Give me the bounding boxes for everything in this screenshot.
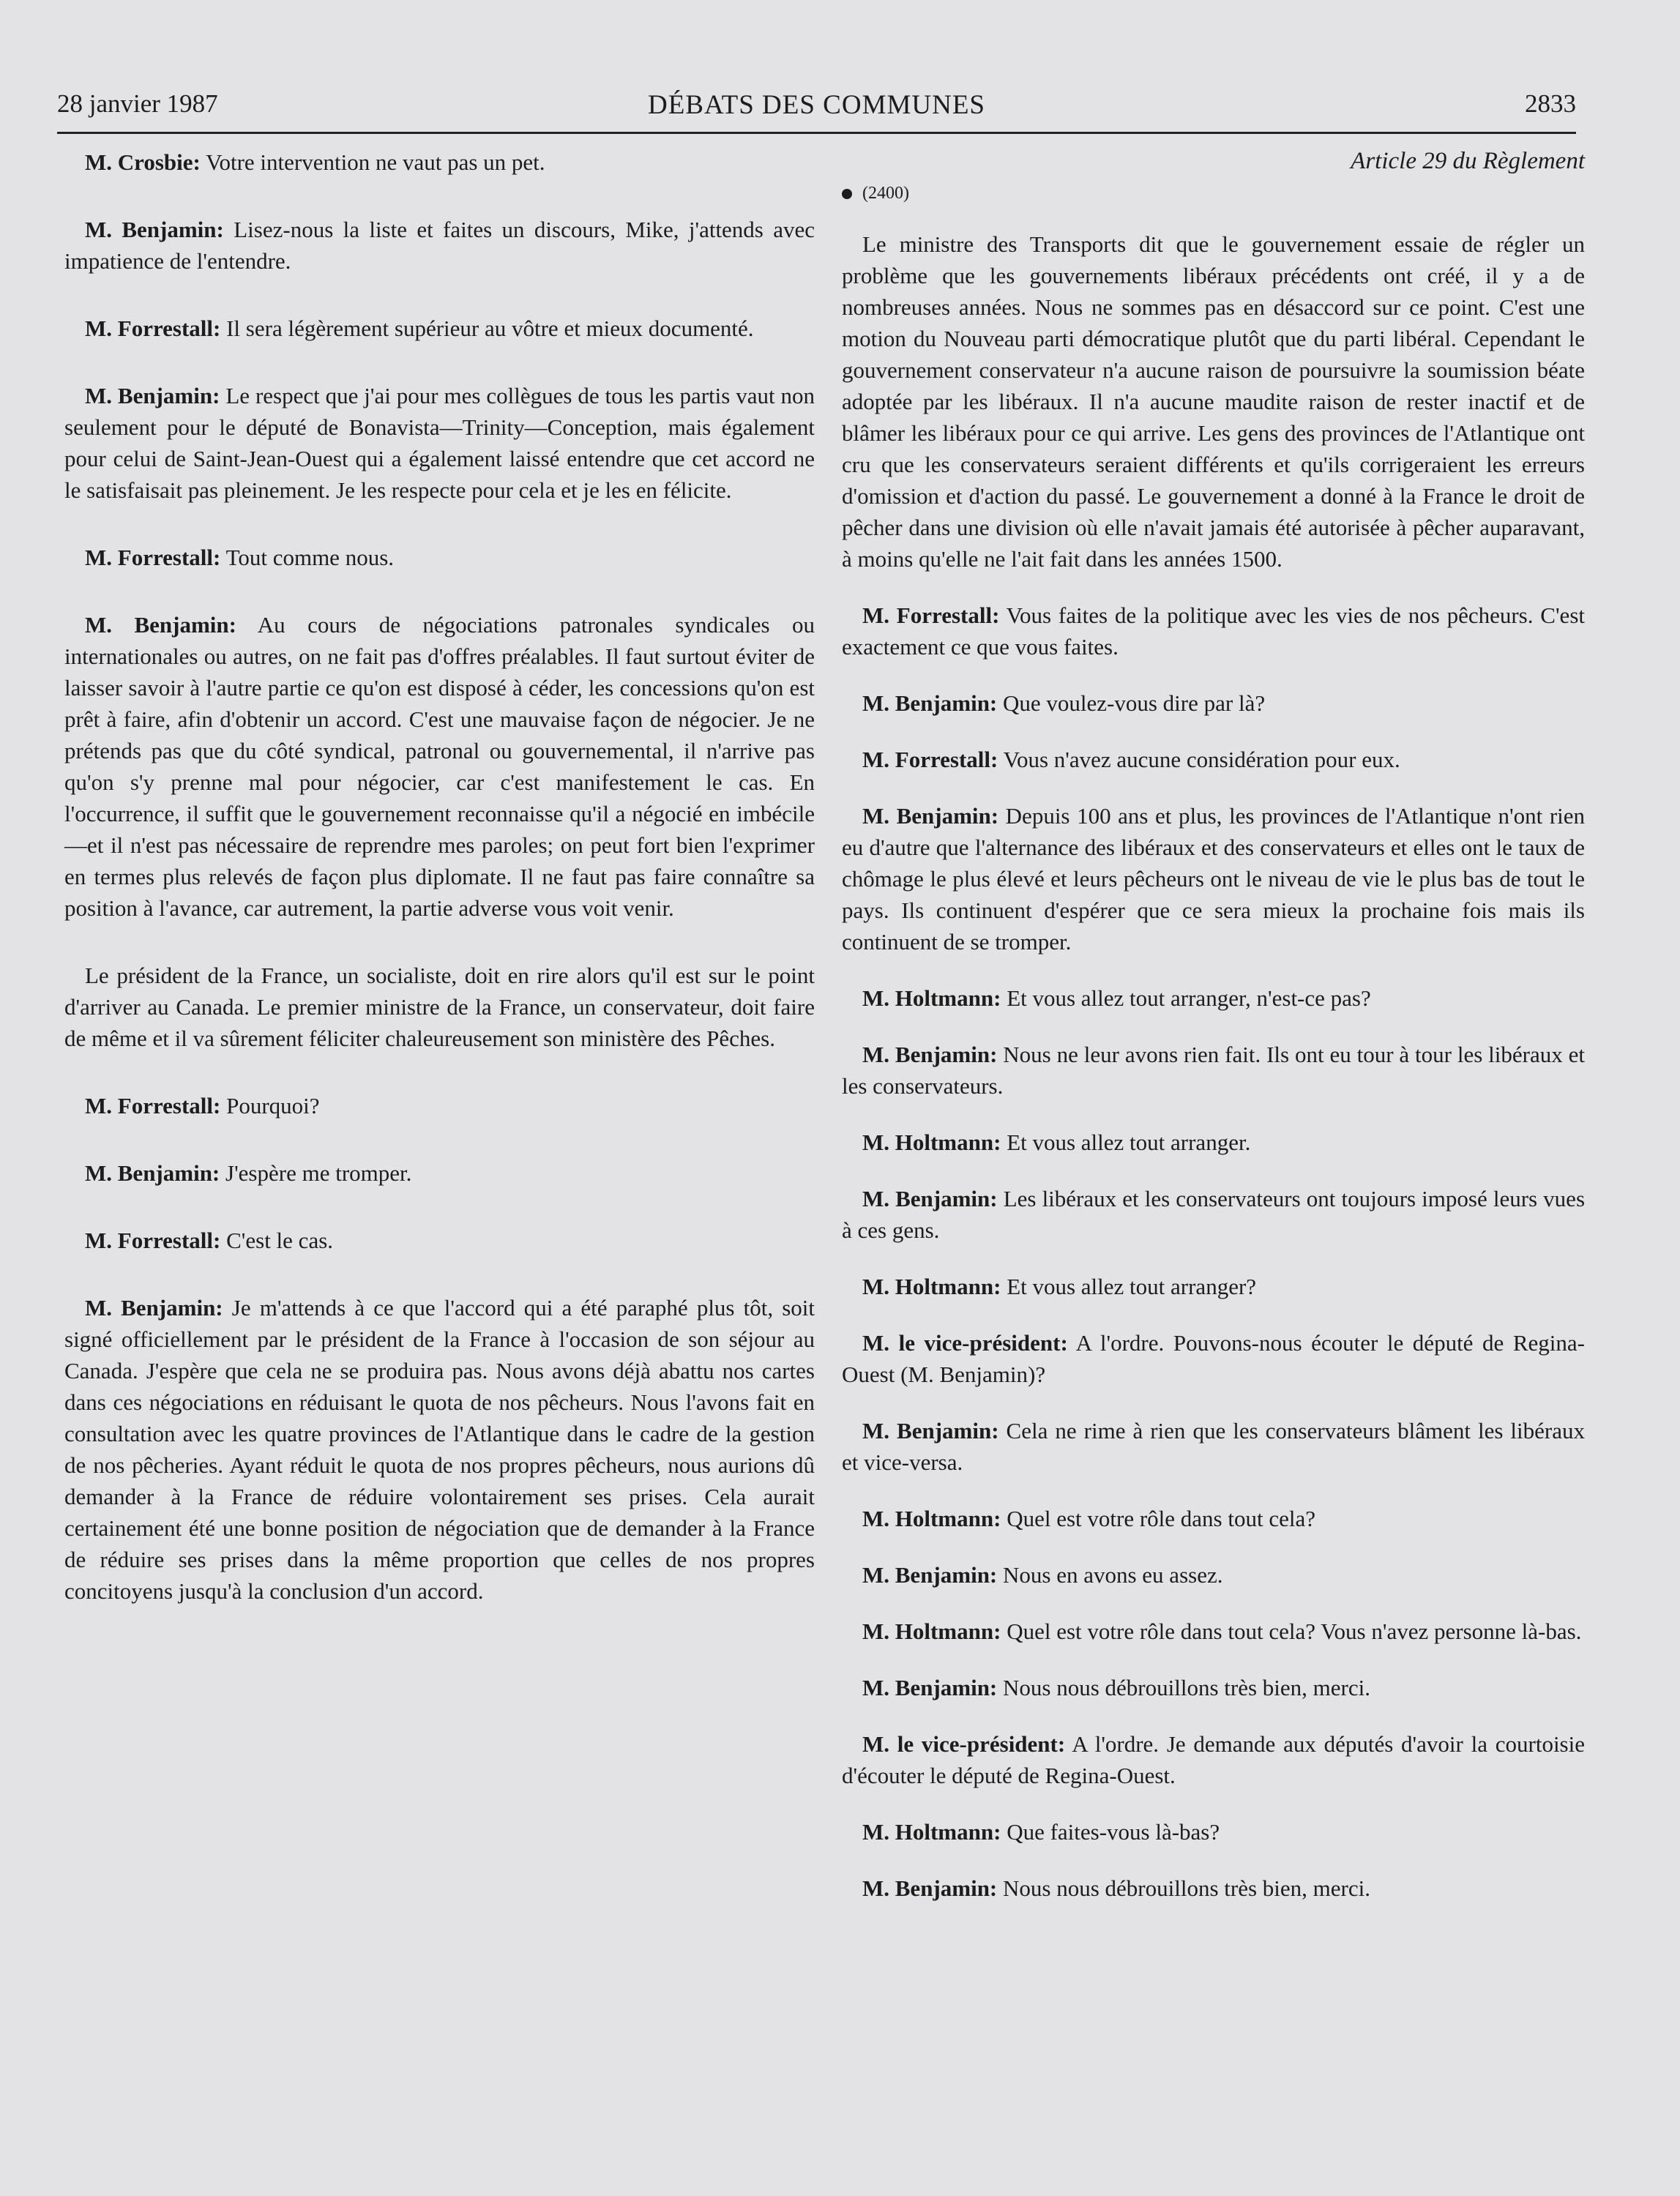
speech-text: Nous nous débrouillons très bien, merci. [1003, 1875, 1370, 1901]
speech-text: Il sera légèrement supérieur au vôtre et mieux documenté. [226, 315, 754, 341]
speaker-name: M. Holtmann: [862, 1129, 1001, 1155]
speech-paragraph [64, 1292, 815, 1607]
speaker-name: M. Benjamin: [862, 1186, 998, 1211]
section-rubric: Article 29 du Règlement [1351, 148, 1585, 174]
speaker-name: M. Benjamin: [862, 1675, 998, 1700]
speaker-name: M. Holtmann: [862, 1819, 1001, 1845]
speech-text: Le ministre des Transports dit que le gouvernement essaie de régler un problème que les gouvernements libéraux précédents ont créé, il y a de nombreuses années. Nous ne sommes pas en désaccord sur ce point. C'est une motion du Nouveau parti démocratique plutôt que du parti libéral. Cependant le gouvernement conservateur n'a aucune raison de poursuivre la soumission béate adoptée par les libéraux. Il n'a aucune maudite raison de rester inactif et de blâmer les libéraux pour ce qui arrive. Les gens des provinces de l'Atlantique ont cru que les conservateurs seraient différents et qu'ils corrigeraient les erreurs d'omission et d'action du passé. Le gouvernement a donné à la France le droit de pêcher dans une division où elle n'avait jamais été autorisée à pêcher auparavant, à moins qu'elle ne l'ait fait dans les années 1500. [842, 231, 1585, 572]
speaker-name: M. Holtmann: [862, 985, 1001, 1011]
speech-paragraph [64, 960, 815, 1054]
speech-paragraph [842, 1503, 1585, 1534]
speaker-name: M. Forrestall: [85, 1093, 221, 1118]
speech-paragraph [842, 1728, 1585, 1791]
speech-paragraph [64, 214, 815, 277]
speech-paragraph [64, 146, 815, 178]
left-column [64, 146, 815, 1643]
speech-paragraph [842, 1271, 1585, 1302]
speech-text: Et vous allez tout arranger? [1007, 1274, 1257, 1299]
speech-paragraph [842, 1127, 1585, 1158]
speaker-name: M. Forrestall: [85, 545, 221, 570]
speech-paragraph [842, 1415, 1585, 1478]
speech-text: A l'ordre. Je demande aux députés d'avoir la courtoisie d'écouter le député de Regina-Ouest. [842, 1731, 1585, 1788]
speech-text: Je m'attends à ce que l'accord qui a été paraphé plus tôt, soit signé officiellement par le président de la France à l'occasion de son séjour au Canada. J'espère que cela ne se produira pas. Nous avons déjà abattu nos cartes dans ces négociations en réduisant le quota de nos pêcheurs. Nous l'avons fait en consultation avec les quatre provinces de l'Atlantique dans le cadre de la gestion de nos pêcheries. Ayant réduit le quota de nos propres pêcheurs, nous aurions dû demander à la France de réduire volontairement ses prises. Cela aurait certainement été une bonne position de négociation que de demander à la France de réduire ses prises dans la même proportion que celles de nos propres concitoyens jusqu'à la conclusion d'un accord. [64, 1295, 815, 1604]
speech-paragraph [842, 1616, 1585, 1647]
speaker-name: M. Benjamin: [85, 217, 224, 242]
speech-paragraph [842, 982, 1585, 1014]
speaker-name: M. Forrestall: [862, 747, 998, 772]
speech-text: Le président de la France, un socialiste, doit en rire alors qu'il est sur le point d'arriver au Canada. Le premier ministre de la France, un conservateur, doit faire de même et il va sûrement féliciter chaleureusement son ministère des Pêches. [64, 963, 815, 1051]
speaker-name: M. Benjamin: [862, 1875, 998, 1901]
time-stamp [842, 184, 1585, 203]
right-column [842, 146, 1585, 1929]
speaker-name: M. Forrestall: [862, 602, 1000, 628]
speech-text: C'est le cas. [226, 1228, 334, 1253]
speech-paragraph [842, 1183, 1585, 1246]
speech-text: Vous n'avez aucune considération pour eux. [1003, 747, 1400, 772]
speech-text: Tout comme nous. [225, 545, 395, 570]
speech-text: Nous en avons eu assez. [1003, 1562, 1223, 1588]
speaker-name: M. Benjamin: [862, 1418, 999, 1444]
speech-text: Depuis 100 ans et plus, les provinces de l'Atlantique n'ont rien eu d'autre que l'alternance des libéraux et des conservateurs et elles ont le taux de chômage le plus élevé et leurs pêcheurs ont le niveau de vie le plus bas de tout le pays. Ils continuent d'espérer que ce sera mieux la prochaine fois mais ils continuent de se tromper. [842, 803, 1586, 955]
speaker-name: M. Benjamin: [85, 1295, 223, 1321]
header-title: DÉBATS DES COMMUNES [647, 90, 985, 120]
speaker-name: M. Benjamin: [862, 1042, 998, 1067]
speech-text: Pourquoi? [226, 1093, 320, 1118]
speech-text: Que faites-vous là-bas? [1007, 1819, 1220, 1845]
speech-text: Nous nous débrouillons très bien, merci. [1003, 1675, 1370, 1700]
speaker-name: M. Benjamin: [862, 1562, 998, 1588]
speech-text: Que voulez-vous dire par là? [1003, 690, 1266, 716]
speech-paragraph [842, 600, 1585, 662]
speech-paragraph [64, 313, 815, 344]
speech-text: Vous faites de la politique avec les vies de nos pêcheurs. C'est exactement ce que vous faites. [842, 602, 1585, 660]
speaker-name: M. Benjamin: [862, 690, 998, 716]
speech-paragraph [64, 609, 815, 924]
speech-text: Quel est votre rôle dans tout cela? Vous n'avez personne là-bas. [1007, 1618, 1582, 1644]
speech-paragraph [842, 1039, 1585, 1102]
speaker-name: M. Benjamin: [862, 803, 999, 829]
speech-text: Le respect que j'ai pour mes collègues de tous les partis vaut non seulement pour le député de Bonavista—Trinity—Conception, mais également pour celui de Saint-Jean-Ouest qui a également laissé entendre que cet accord ne le satisfaisait pas pleinement. Je les respecte pour cela et je les en félicite. [64, 383, 815, 503]
page-number: 2833 [1525, 89, 1576, 118]
speaker-name: M. Benjamin: [85, 1160, 220, 1186]
speech-text: Au cours de négociations patronales syndicales ou internationales ou autres, on ne fait pas d'offres préalables. Il faut surtout éviter de laisser savoir à l'autre partie ce qu'on est disposé à céder, les concessions qu'on est prêt à faire, afin d'obtenir un accord. C'est une mauvaise façon de négocier. Je ne prétends pas que du côté syndical, patronal ou gouvernemental, il n'arrive pas qu'on s'y prenne mal pour négocier, car c'est manifestement le cas. En l'occurrence, il suffit que le gouvernement reconnaisse qu'il a négocié en imbécile—et il n'est pas nécessaire de reprendre mes paroles; on peut fort bien l'exprimer en termes plus relevés de façon plus diplomate. Il ne faut pas faire connaître sa position à l'avance, car autrement, la partie adverse vous voit venir. [64, 612, 815, 921]
header-date: 28 janvier 1987 [57, 89, 218, 118]
speaker-name: M. Forrestall: [85, 315, 221, 341]
speech-paragraph [64, 1157, 815, 1189]
speaker-name: M. Forrestall: [85, 1228, 221, 1253]
speech-paragraph [64, 380, 815, 506]
speaker-name: M. Holtmann: [862, 1506, 1001, 1531]
speaker-name: M. le vice-président: [862, 1330, 1068, 1356]
speech-text: Et vous allez tout arranger. [1007, 1129, 1251, 1155]
speech-text: Cela ne rime à rien que les conservateurs blâment les libéraux et vice-versa. [842, 1418, 1586, 1475]
speech-paragraph [842, 1816, 1585, 1848]
speech-text: Quel est votre rôle dans tout cela? [1007, 1506, 1315, 1531]
speaker-name: M. Crosbie: [85, 149, 201, 175]
speech-paragraph [64, 1090, 815, 1121]
speech-paragraph [842, 228, 1585, 575]
speech-text: Votre intervention ne vaut pas un pet. [206, 149, 545, 175]
speech-paragraph [842, 800, 1585, 957]
speech-paragraph [842, 1559, 1585, 1591]
speech-text: Nous ne leur avons rien fait. Ils ont eu tour à tour les libéraux et les conservateurs. [842, 1042, 1586, 1099]
speaker-name: M. Holtmann: [862, 1618, 1001, 1644]
time-stamp-text: (2400) [862, 184, 909, 203]
page-header [57, 86, 1576, 134]
speech-paragraph [64, 1225, 815, 1256]
speech-paragraph [842, 744, 1585, 775]
speech-text: A l'ordre. Pouvons-nous écouter le député de Regina-Ouest (M. Benjamin)? [842, 1330, 1585, 1387]
bullet-icon [842, 189, 852, 199]
speech-paragraph [64, 542, 815, 573]
speaker-name: M. Benjamin: [85, 383, 220, 408]
speaker-name: M. le vice-président: [862, 1731, 1066, 1757]
speech-paragraph [842, 1872, 1585, 1904]
speech-text: Les libéraux et les conservateurs ont toujours imposé leurs vues à ces gens. [842, 1186, 1586, 1243]
speech-text: J'espère me tromper. [225, 1160, 412, 1186]
speech-text: Et vous allez tout arranger, n'est-ce pas? [1007, 985, 1371, 1011]
speech-text: Lisez-nous la liste et faites un discours, Mike, j'attends avec impatience de l'entendre. [64, 217, 815, 274]
speech-paragraph [842, 687, 1585, 719]
speaker-name: M. Holtmann: [862, 1274, 1001, 1299]
speech-paragraph [842, 1672, 1585, 1703]
speaker-name: M. Benjamin: [85, 612, 236, 638]
speech-paragraph [842, 1327, 1585, 1390]
